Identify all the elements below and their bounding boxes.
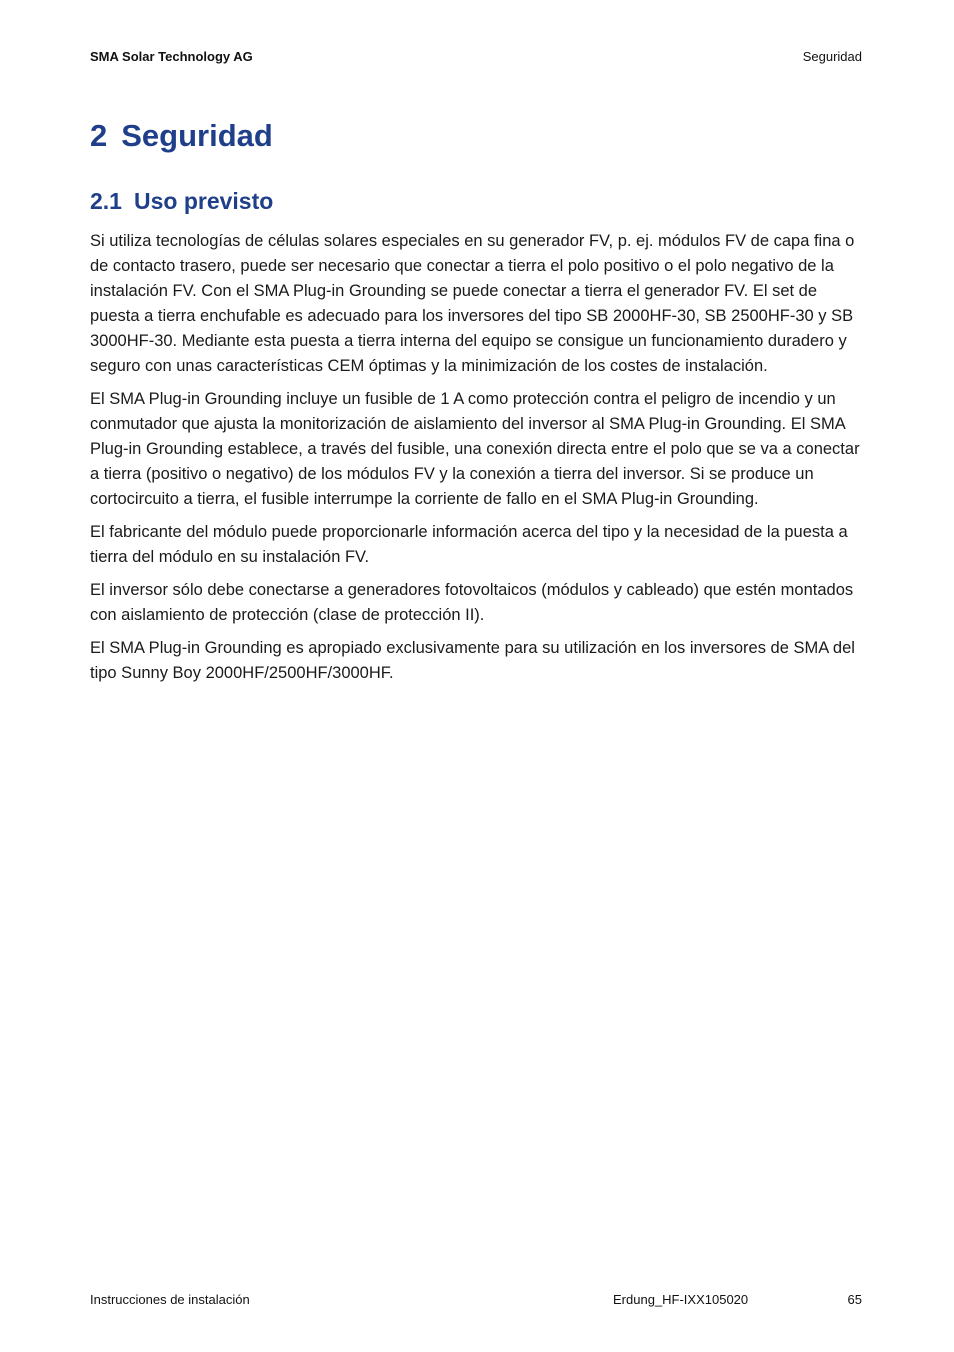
section-body bbox=[90, 229, 864, 694]
header-section: Seguridad bbox=[802, 49, 862, 64]
section-title bbox=[90, 188, 273, 215]
chapter-number: 2 bbox=[90, 118, 108, 153]
paragraph: El SMA Plug-in Grounding es apropiado exclusivamente para su utilización en los inversores de SMA del tipo Sunny Boy 2000HF/2500HF/3000HF. bbox=[90, 639, 855, 682]
footer-doc-type: Instrucciones de instalación bbox=[90, 1292, 250, 1307]
chapter-title-text: Seguridad bbox=[121, 118, 273, 153]
footer-doc-code: Erdung_HF-IXX105020 bbox=[613, 1292, 749, 1307]
section-number: 2.1 bbox=[90, 188, 122, 214]
chapter-title bbox=[90, 118, 273, 154]
footer-page-number: 65 bbox=[847, 1292, 862, 1307]
paragraph: El SMA Plug-in Grounding incluye un fusible de 1 A como protección contra el peligro de incendio y un conmutador que ajusta la monitorización de aislamiento del inversor al SMA Plug-in Grounding. El SMA Plug-in Grounding establece, a través del fusible, una conexión directa entre el polo que se va a conectar a tierra (positivo o negativo) de los módulos FV y la conexión a tierra del inversor. Si se produce un cortocircuito a tierra, el fusible interrumpe la corriente de fallo en el SMA Plug-in Grounding. bbox=[90, 390, 860, 508]
paragraph: El inversor sólo debe conectarse a generadores fotovoltaicos (módulos y cableado) que estén montados con aislamiento de protección (clase de protección II). bbox=[90, 581, 854, 624]
section-title-text: Uso previsto bbox=[133, 188, 274, 214]
paragraph: El fabricante del módulo puede proporcionarle información acerca del tipo y la necesidad de la puesta a tierra del módulo en su instalación FV. bbox=[90, 523, 848, 566]
paragraph: Si utiliza tecnologías de células solares especiales en su generador FV, p. ej. módulos FV de capa fina o de contacto trasero, puede ser necesario que conectar a tierra el polo positivo o el polo negativo de la instalación FV. Con el SMA Plug-in Grounding se puede conectar a tierra el generador FV. El set de puesta a tierra enchufable es adecuado para los inversores del tipo SB 2000HF-30, SB 2500HF-30 y SB 3000HF-30. Mediante esta puesta a tierra interna del equipo se consigue un funcionamiento duradero y seguro con unas características CEM óptimas y la minimización de los costes de instalación. bbox=[90, 232, 855, 375]
header-company: SMA Solar Technology AG bbox=[90, 49, 253, 64]
